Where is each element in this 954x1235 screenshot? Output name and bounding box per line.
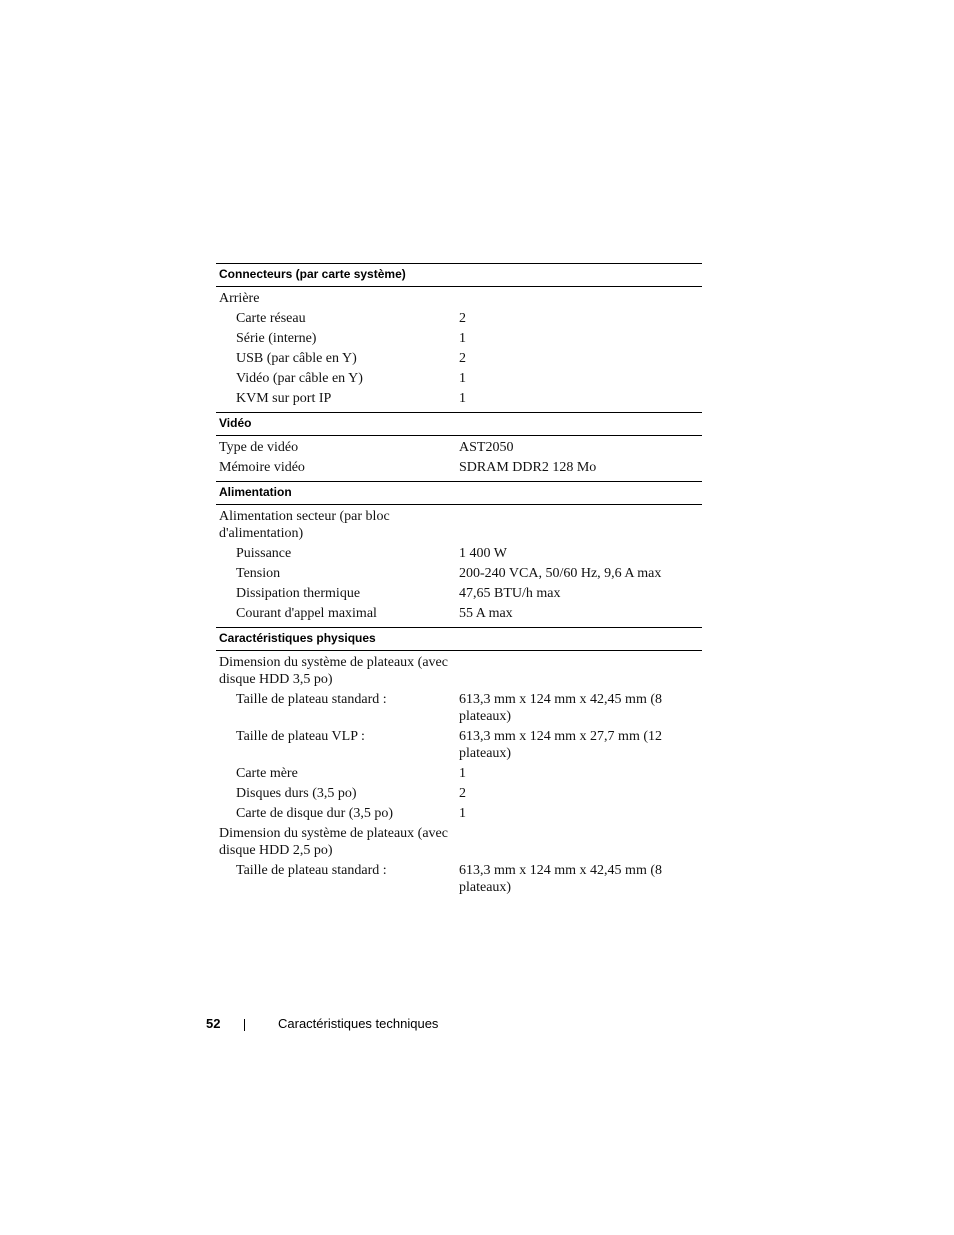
row-value: 2 [459, 786, 466, 801]
row-value: 200-240 VCA, 50/60 Hz, 9,6 A max [459, 566, 662, 581]
row-label: Alimentation secteur (par bloc d'alimentation) [219, 509, 390, 541]
section-video [216, 412, 702, 476]
table-row [216, 459, 702, 476]
row-label: Arrière [219, 291, 260, 306]
row-label: Carte mère [236, 766, 298, 781]
table-row [216, 290, 702, 307]
row-value: 2 [459, 311, 466, 326]
table-row [216, 728, 702, 762]
row-value: 613,3 mm x 124 mm x 42,45 mm (8 plateaux) [459, 863, 662, 895]
footer-separator [244, 1019, 245, 1031]
table-row [216, 508, 702, 542]
table-row [216, 350, 702, 367]
row-label: Mémoire vidéo [219, 460, 305, 475]
row-label: Puissance [236, 546, 292, 561]
table-row [216, 605, 702, 622]
page-number: 52 [206, 1016, 221, 1031]
row-label: Dissipation thermique [236, 586, 361, 601]
row-value: 1 400 W [459, 546, 507, 561]
row-label: Disques durs (3,5 po) [236, 786, 357, 801]
row-label: Vidéo (par câble en Y) [236, 371, 363, 386]
row-value: 613,3 mm x 124 mm x 27,7 mm (12 plateaux) [459, 729, 662, 761]
row-label: Série (interne) [236, 331, 317, 346]
table-row [216, 691, 702, 725]
row-label: USB (par câble en Y) [236, 351, 357, 366]
row-value: 1 [459, 391, 466, 406]
table-row [216, 805, 702, 822]
table-row [216, 862, 702, 896]
row-label: KVM sur port IP [236, 391, 332, 406]
table-row [216, 439, 702, 456]
table-row [216, 825, 702, 859]
row-value: 55 A max [459, 606, 513, 621]
row-value: 1 [459, 766, 466, 781]
section-header: Caractéristiques physiques [216, 627, 702, 651]
table-row [216, 785, 702, 802]
row-value: 1 [459, 806, 466, 821]
section-header: Vidéo [216, 412, 702, 436]
row-value: 1 [459, 331, 466, 346]
table-row [216, 565, 702, 582]
row-value: 613,3 mm x 124 mm x 42,45 mm (8 plateaux) [459, 692, 662, 724]
table-row [216, 310, 702, 327]
row-label: Taille de plateau standard : [236, 692, 387, 707]
row-value [459, 654, 702, 688]
row-label: Taille de plateau VLP : [236, 729, 365, 744]
table-row [216, 545, 702, 562]
section-connecteurs [216, 263, 702, 407]
row-value: 2 [459, 351, 466, 366]
row-label: Carte de disque dur (3,5 po) [236, 806, 394, 821]
row-value: SDRAM DDR2 128 Mo [459, 460, 597, 475]
table-row [216, 765, 702, 782]
row-value [459, 290, 702, 307]
section-caracteristiques-physiques [216, 627, 702, 896]
section-header: Alimentation [216, 481, 702, 505]
row-value [459, 825, 702, 859]
row-label: Tension [236, 566, 281, 581]
row-label: Type de vidéo [219, 440, 299, 455]
table-row [216, 390, 702, 407]
spec-table [216, 263, 702, 896]
row-label: Carte réseau [236, 311, 306, 326]
row-value [459, 508, 702, 542]
row-value: AST2050 [459, 440, 514, 455]
table-row [216, 654, 702, 688]
section-header: Connecteurs (par carte système) [216, 263, 702, 287]
row-value: 1 [459, 371, 466, 386]
footer-title: Caractéristiques techniques [278, 1016, 439, 1031]
table-row [216, 585, 702, 602]
row-label: Taille de plateau standard : [236, 863, 387, 878]
row-label: Dimension du système de plateaux (avec disque HDD 3,5 po) [219, 655, 448, 687]
row-label: Courant d'appel maximal [236, 606, 377, 621]
row-value: 47,65 BTU/h max [459, 586, 561, 601]
table-row [216, 330, 702, 347]
table-row [216, 370, 702, 387]
row-label: Dimension du système de plateaux (avec disque HDD 2,5 po) [219, 826, 448, 858]
section-alimentation [216, 481, 702, 622]
